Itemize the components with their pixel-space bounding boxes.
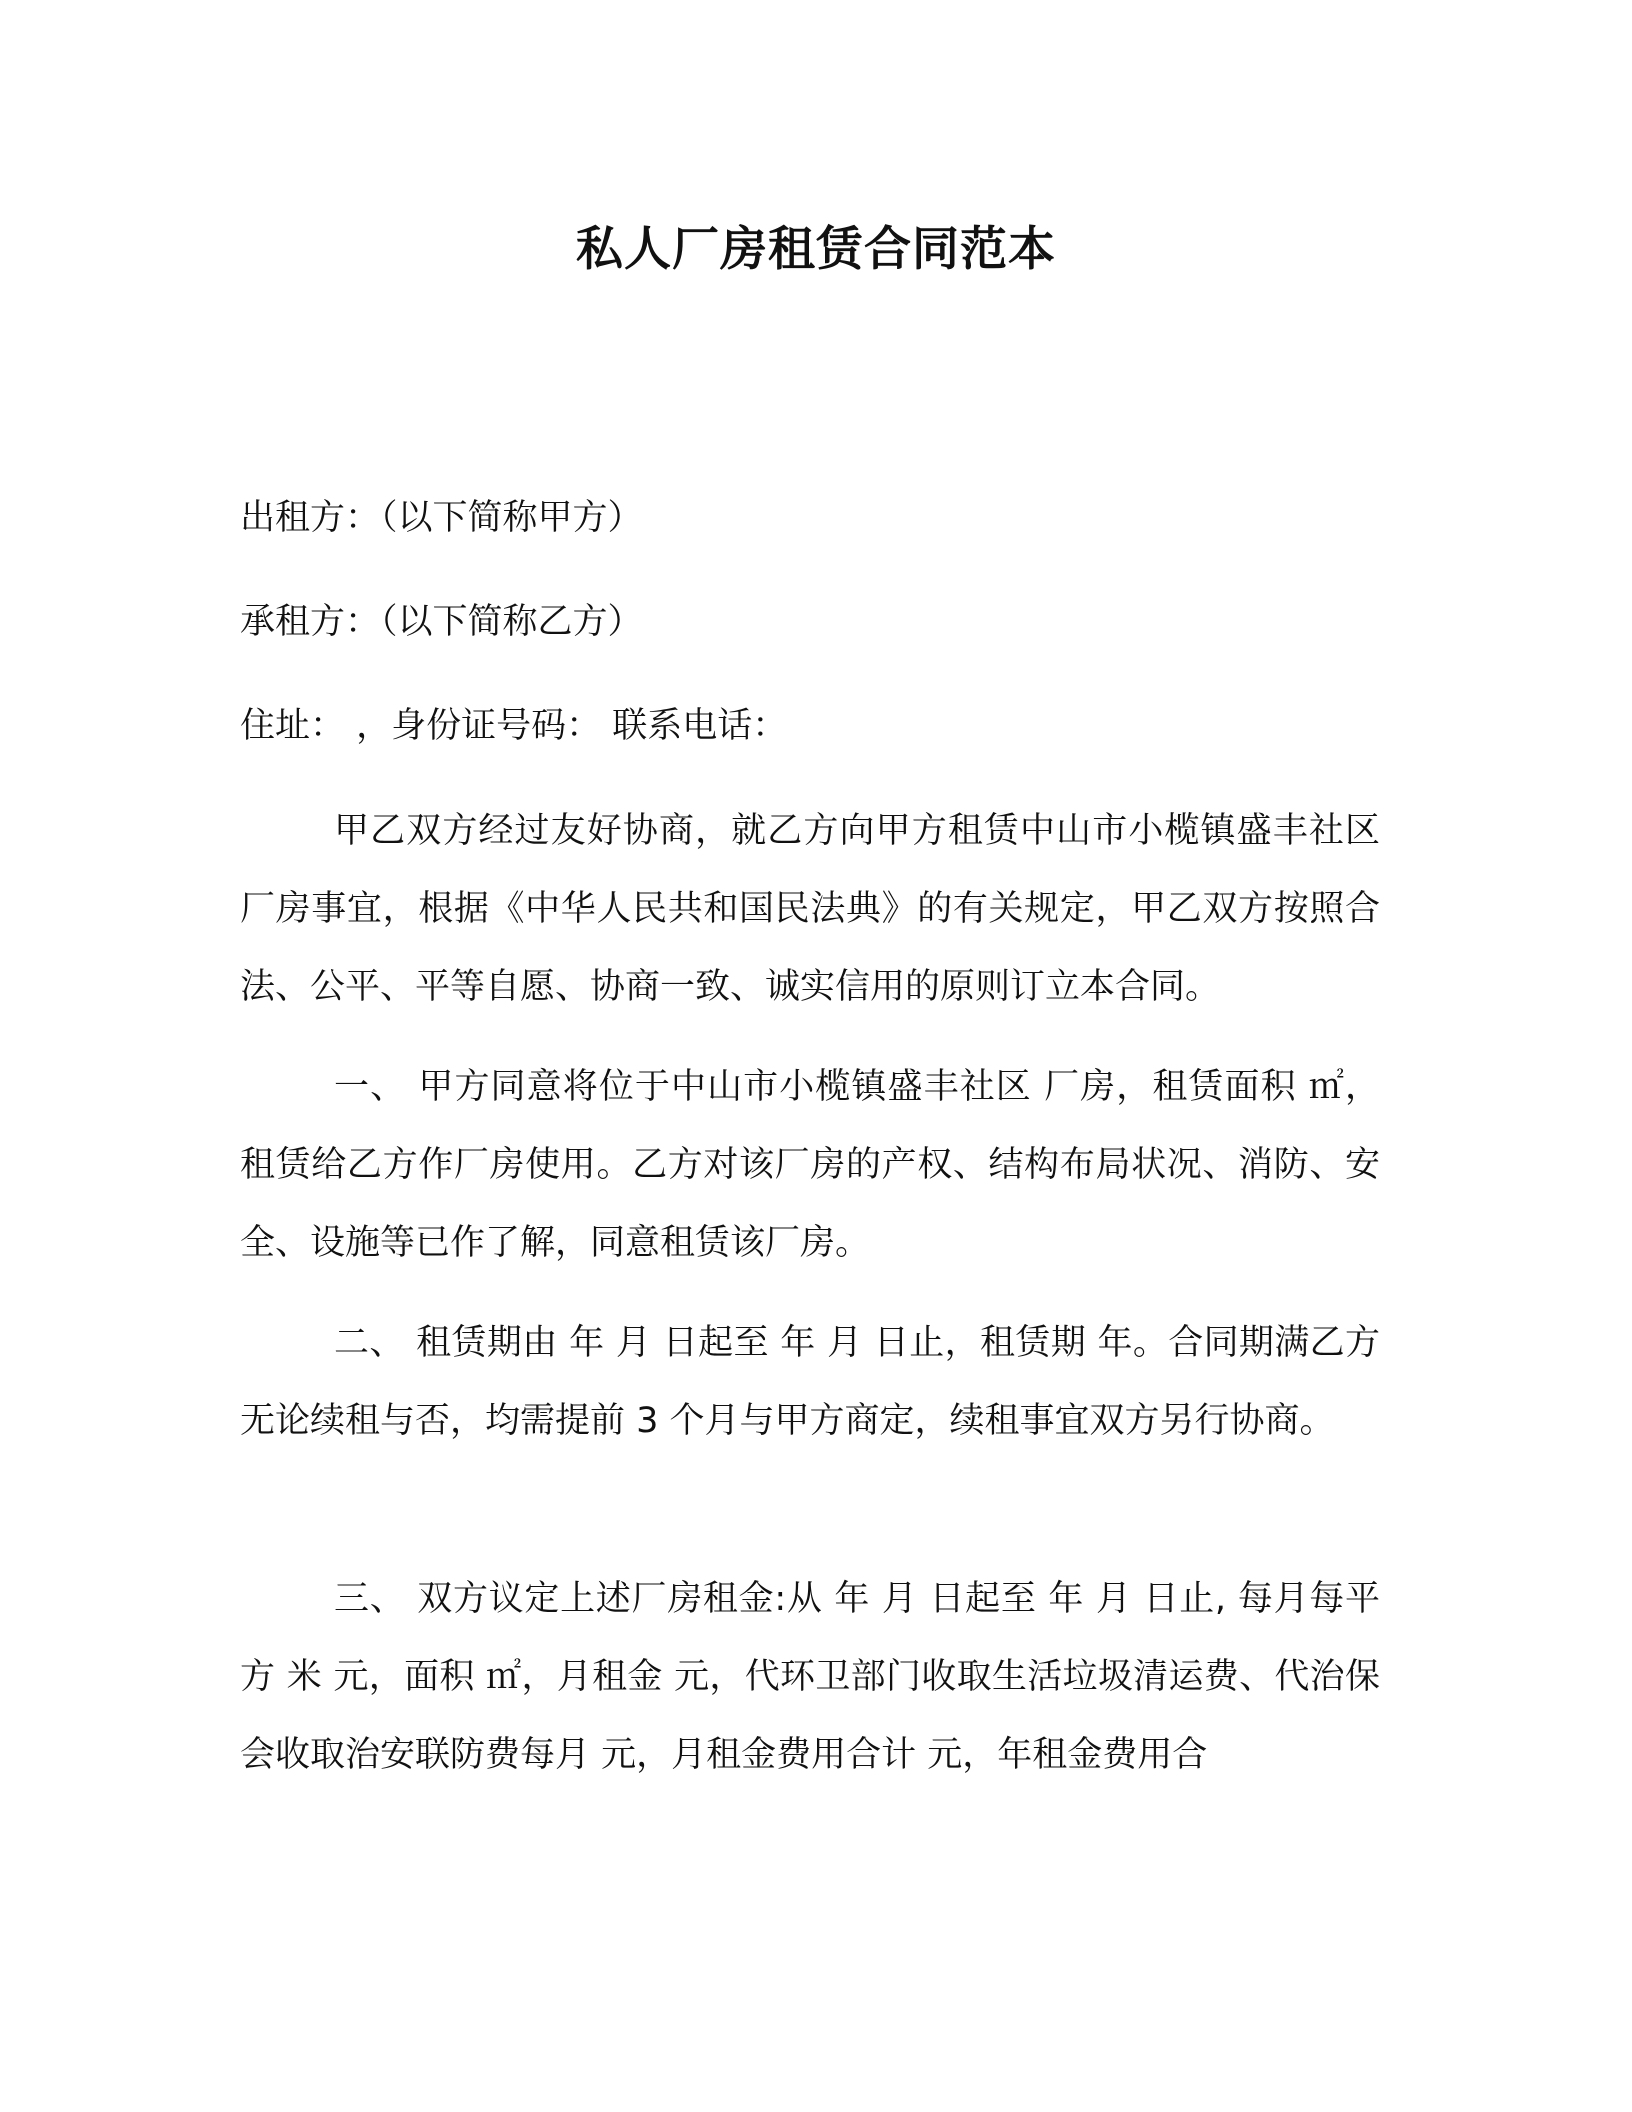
paragraph-clause-3: 三、 双方议定上述厂房租金:从 年 月 日起至 年 月 日止, 每月每平方 米 元，面积 ㎡，月租金 元，代环卫部门收取生活垃圾清运费、代治保会收取治安联防费每月 元，月租金费用合计 元，年租金费用合 <box>240 1579 1380 1775</box>
paragraph-clause-2: 二、 租赁期由 年 月 日起至 年 月 日止，租赁期 年。合同期满乙方无论续租与否，均需提前 3 个月与甲方商定，续租事宜双方另行协商。 <box>240 1323 1380 1441</box>
paragraph-preamble: 甲乙双方经过友好协商，就乙方向甲方租赁中山市小榄镇盛丰社区 厂房事宜，根据《中华人民共和国民法典》的有关规定，甲乙双方按照合法、公平、平等自愿、协商一致、诚实信用的原则订立本合同。 <box>240 811 1380 1007</box>
document-title: 私人厂房租赁合同范本 <box>576 222 1056 277</box>
lessee-line: 承租方：（以下简称乙方） <box>240 602 643 642</box>
address-line: 住址： ，身份证号码： 联系电话： <box>240 706 788 746</box>
lessor-line: 出租方：（以下简称甲方） <box>240 498 643 538</box>
paragraph-clause-1: 一、 甲方同意将位于中山市小榄镇盛丰社区 厂房，租赁面积 ㎡，租赁给乙方作厂房使用。乙方对该厂房的产权、结构布局状况、消防、安全、设施等已作了解，同意租赁该厂房。 <box>240 1067 1380 1263</box>
